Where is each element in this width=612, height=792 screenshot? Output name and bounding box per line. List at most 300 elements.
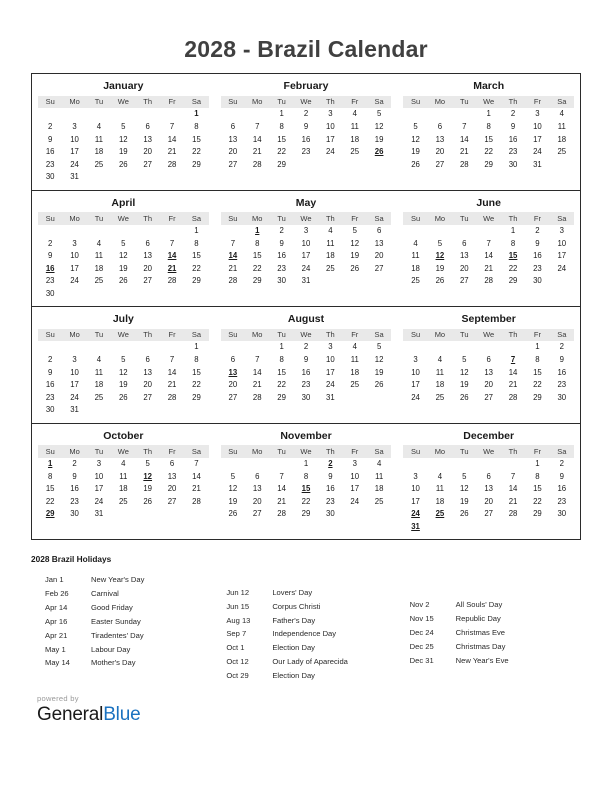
day-cell-holiday: 12	[143, 471, 153, 481]
holidays-heading: 2028 Brazil Holidays	[31, 554, 112, 565]
holiday-list-item	[45, 642, 214, 656]
day-cell: 17	[70, 380, 79, 390]
day-cell: 15	[484, 134, 493, 144]
week-row	[221, 470, 392, 483]
weekday-header-row	[221, 329, 392, 342]
day-cell-empty	[452, 341, 476, 354]
day-cell-empty	[476, 341, 500, 354]
day-cell: 23	[557, 496, 567, 506]
day-cell: 13	[374, 238, 384, 248]
day-cell: 21	[252, 147, 262, 157]
day-cell: 7	[279, 471, 284, 481]
weekday-header-we: We	[111, 329, 135, 342]
day-cell-holiday: 25	[435, 509, 445, 519]
day-cell: 4	[96, 355, 102, 365]
day-cell: 24	[350, 496, 360, 506]
day-cell: 17	[70, 263, 79, 273]
day-cell: 19	[143, 484, 153, 494]
day-cell: 7	[462, 122, 467, 132]
day-cell-empty	[367, 391, 391, 404]
week-row	[38, 250, 209, 263]
day-cell-empty	[87, 287, 111, 300]
day-cell: 2	[559, 458, 564, 468]
day-cell: 16	[277, 251, 286, 261]
day-cell: 18	[94, 263, 104, 273]
weekday-header-row	[221, 212, 392, 225]
day-cell-holiday: 24	[411, 509, 420, 519]
holiday-list-item	[410, 654, 581, 668]
weekday-header-su: Su	[221, 96, 245, 109]
day-cell: 21	[508, 496, 518, 506]
day-cell: 16	[70, 484, 79, 494]
day-cell: 29	[484, 159, 493, 169]
day-cell: 31	[94, 509, 104, 519]
day-cell: 2	[559, 342, 564, 352]
day-cell: 8	[194, 355, 199, 365]
day-cell: 16	[557, 367, 567, 377]
day-cell: 12	[459, 367, 469, 377]
weekday-header-row	[403, 445, 574, 458]
holiday-date: Jan 1	[45, 575, 64, 585]
weekday-header-fr: Fr	[525, 212, 549, 225]
weekday-header-row	[403, 329, 574, 342]
day-cell-empty	[87, 341, 111, 354]
week-row	[38, 108, 209, 121]
weekday-header-row	[403, 212, 574, 225]
day-cell: 17	[533, 134, 542, 144]
day-cell-empty	[38, 225, 62, 238]
day-cell: 5	[121, 355, 126, 365]
day-cell: 27	[228, 392, 238, 402]
weekday-header-row	[38, 96, 209, 109]
day-cell: 29	[533, 392, 542, 402]
day-cell-holiday: 1	[194, 109, 199, 119]
day-cell: 24	[70, 276, 79, 286]
weekday-header-we: We	[294, 445, 318, 458]
day-cell: 7	[169, 238, 175, 248]
weekday-header-mo: Mo	[428, 329, 452, 342]
weekday-header-tu: Tu	[452, 96, 476, 109]
day-cell-empty	[38, 341, 62, 354]
holiday-name: Christmas Eve	[455, 628, 506, 638]
day-cell-empty	[525, 520, 549, 533]
day-cell-empty	[428, 108, 452, 121]
week-row	[221, 275, 392, 288]
day-cell: 3	[72, 238, 77, 248]
day-cell-holiday: 14	[167, 251, 177, 261]
day-cell: 8	[279, 122, 284, 132]
day-cell: 10	[557, 238, 567, 248]
week-row	[403, 341, 574, 354]
day-cell: 9	[48, 367, 53, 377]
day-cell: 23	[45, 392, 55, 402]
day-cell: 16	[326, 484, 335, 494]
holiday-name: Our Lady of Aparecida	[272, 657, 348, 667]
holiday-date: Dec 24	[409, 628, 434, 638]
day-cell: 20	[143, 147, 153, 157]
day-cell: 6	[486, 355, 491, 365]
day-cell-holiday: 15	[301, 484, 311, 494]
day-cell-empty	[343, 275, 367, 288]
day-cell: 4	[328, 225, 333, 235]
day-cell: 30	[557, 392, 567, 402]
day-cell-empty	[136, 508, 160, 521]
day-cell-holiday: 15	[508, 251, 518, 261]
day-cell: 28	[228, 276, 238, 286]
weekday-header-fr: Fr	[160, 212, 184, 225]
day-cell: 10	[533, 122, 542, 132]
day-cell: 5	[230, 471, 236, 481]
week-row	[221, 354, 392, 367]
holiday-name: Republic Day	[455, 614, 501, 624]
day-cell: 23	[533, 263, 542, 273]
weekday-header-su: Su	[403, 96, 427, 109]
week-row	[221, 158, 392, 171]
weekday-header-row	[221, 96, 392, 109]
day-cell-empty	[550, 158, 574, 171]
day-cell-empty	[62, 287, 86, 300]
weekday-header-mo: Mo	[62, 212, 86, 225]
day-cell: 1	[194, 225, 199, 235]
day-cell: 18	[374, 484, 384, 494]
holiday-name: Carnival	[91, 589, 119, 599]
day-cell-empty	[452, 520, 476, 533]
weekday-header-tu: Tu	[452, 445, 476, 458]
holiday-name: New Year's Day	[91, 575, 145, 585]
day-cell: 26	[350, 263, 360, 273]
week-row	[403, 495, 574, 508]
day-cell: 8	[486, 122, 491, 132]
day-cell: 27	[167, 496, 177, 506]
day-cell: 11	[557, 122, 566, 132]
day-cell: 21	[277, 496, 286, 506]
day-cell: 20	[228, 380, 238, 390]
day-cell-empty	[184, 287, 208, 300]
day-cell-holiday: 2	[328, 458, 333, 468]
day-cell: 10	[301, 238, 311, 248]
day-cell-empty	[221, 108, 245, 121]
day-cell-empty	[136, 287, 160, 300]
day-cell: 17	[326, 134, 335, 144]
month-block-may	[215, 191, 398, 307]
holiday-list-item	[226, 669, 397, 683]
day-cell: 14	[459, 134, 469, 144]
week-row	[403, 250, 574, 263]
day-cell: 16	[301, 134, 311, 144]
day-cell-empty	[428, 225, 452, 238]
week-row	[38, 158, 209, 171]
week-row	[221, 133, 392, 146]
month-block-july	[32, 307, 215, 423]
day-cell-empty	[221, 225, 245, 238]
day-cell: 24	[411, 392, 420, 402]
day-cell: 6	[145, 122, 150, 132]
weekday-header-row	[403, 96, 574, 109]
day-cell: 19	[350, 251, 360, 261]
day-cell: 21	[228, 263, 238, 273]
day-cell: 9	[303, 122, 309, 132]
day-cell: 19	[118, 263, 128, 273]
holiday-date: Dec 31	[409, 655, 434, 665]
day-cell: 22	[192, 147, 201, 157]
day-cell: 15	[277, 134, 286, 144]
day-cell: 5	[121, 122, 126, 132]
day-cell: 9	[303, 355, 309, 365]
weekday-header-tu: Tu	[87, 96, 111, 109]
day-cell: 10	[94, 471, 104, 481]
day-cell: 28	[277, 509, 286, 519]
day-cell: 28	[192, 496, 201, 506]
day-cell-empty	[428, 520, 452, 533]
month-name: April	[111, 196, 136, 209]
day-cell: 10	[70, 251, 79, 261]
page-title: 2028 - Brazil Calendar	[184, 36, 428, 62]
week-row	[38, 495, 209, 508]
day-cell-empty	[343, 391, 367, 404]
day-cell: 23	[326, 496, 335, 506]
day-cell: 12	[459, 484, 469, 494]
month-table	[403, 445, 574, 533]
holiday-list-item	[226, 586, 397, 600]
day-cell: 20	[143, 380, 153, 390]
day-cell: 23	[301, 380, 311, 390]
week-row	[221, 495, 392, 508]
day-cell-holiday: 13	[228, 367, 238, 377]
day-cell: 29	[192, 276, 201, 286]
holiday-spacer	[410, 573, 581, 586]
day-cell: 6	[462, 238, 467, 248]
weekday-header-we: We	[476, 329, 500, 342]
holiday-name: Corpus Christi	[272, 601, 321, 611]
holiday-date: Nov 2	[409, 600, 430, 610]
day-cell-empty	[136, 341, 160, 354]
day-cell: 19	[374, 367, 384, 377]
holiday-spacer	[410, 586, 581, 599]
day-cell-holiday: 1	[48, 458, 53, 468]
holiday-name: Good Friday	[91, 602, 133, 612]
day-cell: 11	[94, 251, 103, 261]
week-row	[403, 262, 574, 275]
day-cell: 23	[508, 147, 518, 157]
weekday-header-row	[221, 445, 392, 458]
day-cell: 8	[510, 238, 516, 248]
day-cell-empty	[367, 275, 391, 288]
day-cell: 6	[145, 355, 150, 365]
holiday-list-item	[226, 613, 397, 627]
holiday-list-item	[410, 640, 581, 654]
day-cell: 10	[326, 122, 335, 132]
day-cell-holiday: 1	[255, 225, 260, 235]
month-block-january	[32, 74, 215, 190]
day-cell: 26	[459, 392, 469, 402]
day-cell: 14	[252, 134, 262, 144]
day-cell: 12	[350, 238, 360, 248]
day-cell: 13	[435, 134, 445, 144]
month-name: May	[295, 196, 317, 209]
weekday-header-tu: Tu	[87, 445, 111, 458]
day-cell-empty	[343, 158, 367, 171]
day-cell: 25	[350, 380, 360, 390]
day-cell: 5	[376, 342, 382, 352]
day-cell: 2	[535, 225, 540, 235]
day-cell: 28	[508, 392, 518, 402]
day-cell-empty	[62, 341, 86, 354]
day-cell: 11	[94, 367, 103, 377]
weekday-header-su: Su	[403, 329, 427, 342]
day-cell: 11	[435, 484, 444, 494]
day-cell: 12	[411, 134, 420, 144]
day-cell: 21	[167, 147, 177, 157]
weekday-header-we: We	[476, 445, 500, 458]
day-cell: 13	[143, 134, 153, 144]
day-cell: 25	[411, 276, 420, 286]
day-cell-empty	[476, 225, 500, 238]
day-cell: 27	[459, 276, 469, 286]
month-table	[38, 96, 209, 184]
day-cell: 27	[228, 159, 238, 169]
holiday-list-item	[45, 587, 214, 601]
day-cell: 4	[352, 109, 357, 119]
day-cell: 24	[70, 159, 79, 169]
day-cell: 6	[255, 471, 260, 481]
weekday-header-th: Th	[501, 445, 525, 458]
week-row	[221, 341, 392, 354]
day-cell-holiday: 31	[411, 521, 420, 531]
week-row	[38, 404, 209, 417]
day-cell: 26	[143, 496, 153, 506]
weekday-header-sa: Sa	[367, 445, 391, 458]
weekday-header-we: We	[111, 96, 135, 109]
day-cell-empty	[184, 508, 208, 521]
week-row	[38, 275, 209, 288]
holiday-list-item	[226, 627, 397, 641]
holiday-list-item	[226, 641, 397, 655]
week-row	[221, 483, 392, 496]
day-cell: 4	[352, 342, 357, 352]
month-row	[32, 423, 580, 540]
day-cell: 30	[45, 405, 55, 415]
day-cell: 26	[118, 392, 128, 402]
weekday-header-we: We	[111, 445, 135, 458]
day-cell: 20	[167, 484, 177, 494]
month-table	[221, 329, 392, 404]
day-cell: 28	[484, 276, 493, 286]
day-cell: 3	[328, 109, 333, 119]
day-cell: 9	[328, 471, 333, 481]
week-row	[403, 458, 574, 471]
day-cell-empty	[428, 341, 452, 354]
day-cell-holiday: 16	[45, 263, 55, 273]
day-cell: 31	[533, 159, 542, 169]
day-cell: 8	[48, 471, 53, 481]
day-cell-empty	[184, 171, 208, 184]
day-cell: 19	[435, 263, 445, 273]
day-cell: 21	[192, 484, 201, 494]
day-cell: 9	[535, 238, 540, 248]
day-cell: 25	[94, 392, 104, 402]
day-cell: 2	[510, 109, 516, 119]
day-cell: 25	[374, 496, 384, 506]
day-cell: 4	[413, 238, 418, 248]
holiday-list-item	[45, 656, 214, 670]
holiday-name: All Souls' Day	[455, 600, 503, 610]
day-cell: 28	[167, 159, 177, 169]
day-cell: 7	[486, 238, 491, 248]
day-cell: 17	[94, 484, 104, 494]
day-cell: 12	[118, 134, 128, 144]
day-cell-empty	[136, 404, 160, 417]
day-cell: 24	[557, 263, 567, 273]
weekday-header-tu: Tu	[452, 329, 476, 342]
day-cell: 15	[45, 484, 55, 494]
day-cell: 3	[328, 342, 333, 352]
week-row	[38, 237, 209, 250]
weekday-header-sa: Sa	[550, 212, 574, 225]
month-table	[403, 212, 574, 287]
day-cell: 24	[326, 380, 335, 390]
day-cell: 15	[533, 367, 542, 377]
day-cell: 12	[118, 367, 128, 377]
week-row	[221, 458, 392, 471]
day-cell: 12	[228, 484, 238, 494]
day-cell: 4	[96, 122, 102, 132]
week-row	[38, 470, 209, 483]
day-cell: 29	[508, 276, 518, 286]
calendar-grid	[31, 73, 581, 540]
day-cell-empty	[550, 520, 574, 533]
day-cell: 16	[557, 484, 567, 494]
day-cell-empty	[452, 225, 476, 238]
holiday-list-item	[410, 626, 581, 640]
day-cell: 11	[435, 367, 444, 377]
month-block-february	[215, 74, 398, 190]
day-cell-holiday: 21	[167, 263, 177, 273]
weekday-header-su: Su	[38, 445, 62, 458]
weekday-header-su: Su	[403, 445, 427, 458]
holiday-date: Nov 15	[409, 614, 434, 624]
day-cell: 7	[255, 355, 260, 365]
weekday-header-sa: Sa	[550, 96, 574, 109]
day-cell-empty	[136, 225, 160, 238]
day-cell: 14	[508, 367, 518, 377]
day-cell-empty	[343, 508, 367, 521]
holidays-section	[31, 554, 581, 683]
weekday-header-sa: Sa	[550, 445, 574, 458]
holiday-date: Dec 25	[409, 642, 434, 652]
brand-general-text: General	[37, 704, 104, 725]
day-cell: 26	[118, 159, 128, 169]
weekday-header-mo: Mo	[62, 329, 86, 342]
day-cell: 3	[413, 471, 418, 481]
day-cell: 22	[533, 380, 542, 390]
week-row	[403, 366, 574, 379]
week-row	[221, 391, 392, 404]
weekday-header-mo: Mo	[245, 329, 269, 342]
day-cell: 18	[435, 496, 445, 506]
day-cell: 22	[192, 263, 201, 273]
holiday-name: Election Day	[272, 643, 315, 653]
day-cell: 5	[376, 109, 382, 119]
weekday-header-mo: Mo	[245, 445, 269, 458]
day-cell: 28	[459, 159, 469, 169]
day-cell: 29	[192, 392, 201, 402]
day-cell: 12	[118, 251, 128, 261]
day-cell: 10	[70, 134, 79, 144]
weekday-header-we: We	[294, 329, 318, 342]
weekday-header-fr: Fr	[343, 96, 367, 109]
day-cell: 27	[435, 159, 445, 169]
week-row	[403, 146, 574, 159]
